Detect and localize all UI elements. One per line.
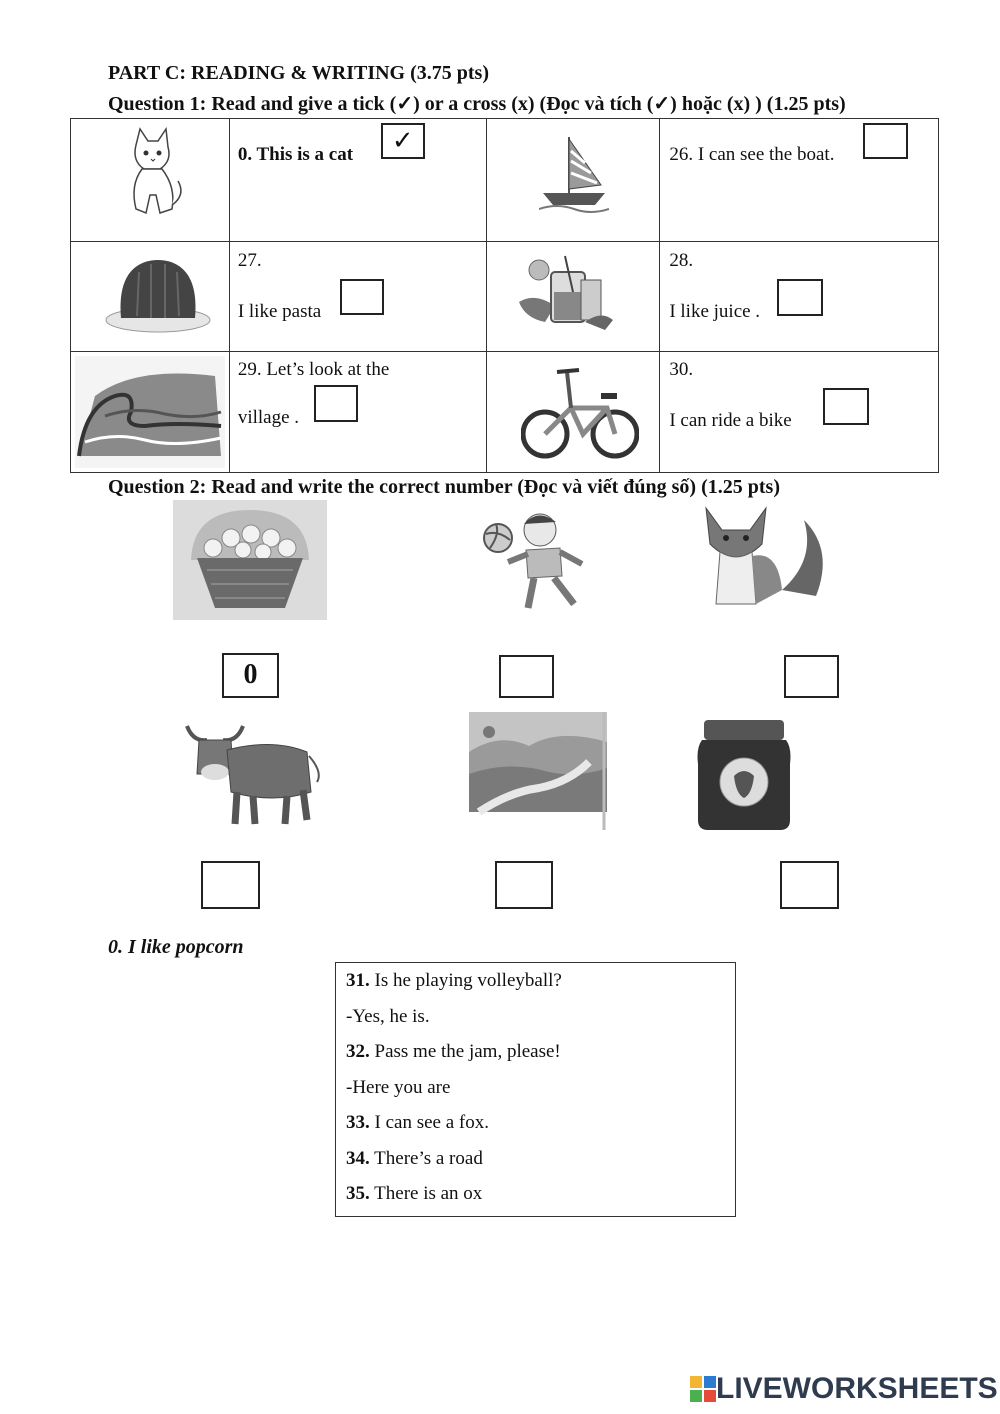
answer-box-road[interactable] (495, 861, 553, 909)
question1-table (70, 118, 939, 473)
item-30-text: I can ride a bike (669, 410, 792, 431)
cat-icon (116, 125, 186, 219)
popcorn-icon (173, 500, 327, 620)
item-27-cell (229, 242, 486, 352)
item-26-answer-box[interactable] (863, 123, 908, 159)
liveworksheets-logo (690, 1372, 998, 1406)
item-26-text: 26. I can see the boat. (669, 144, 835, 165)
jelly-picture-cell (71, 242, 230, 352)
sentence-33: 33. I can see a fox. (346, 1112, 489, 1133)
juice-picture-cell (486, 242, 660, 352)
volleyball-boy-icon (478, 504, 600, 616)
cat-picture-cell (71, 119, 230, 242)
item-28-answer-box[interactable] (777, 279, 823, 316)
answer-box-jam[interactable] (780, 861, 839, 909)
jam-jar-icon (694, 718, 794, 832)
example-text: 0. This is a cat (237, 144, 354, 165)
sentence-32-answer: -Here you are (346, 1077, 451, 1098)
boat-picture-cell (486, 119, 660, 242)
sentence-34: 34. There’s a road (346, 1148, 483, 1169)
ox-icon (183, 712, 323, 834)
item-30-cell (660, 352, 939, 473)
village-wave-icon (75, 356, 225, 468)
item-29-cell (229, 352, 486, 473)
item-29-line2: village . (237, 407, 300, 428)
answer-box-fox[interactable] (784, 655, 839, 698)
item-27-number: 27. (237, 250, 262, 271)
wave-picture-cell (71, 352, 230, 473)
item-29-answer-box[interactable] (314, 385, 358, 422)
answer-box-volleyball[interactable] (499, 655, 554, 698)
item-27-answer-box[interactable] (340, 279, 384, 315)
example-tick-box: ✓ (381, 123, 425, 159)
sentence-31: 31. Is he playing volleyball? (346, 970, 562, 991)
liveworksheets-icon (690, 1376, 716, 1402)
juice-icon (515, 252, 615, 334)
question2-heading: Question 2: Read and write the correct number (Đọc và viết đúng số) (1.25 pts) (108, 476, 780, 498)
sentence-32: 32. Pass me the jam, please! (346, 1041, 561, 1062)
example-cell (229, 119, 486, 242)
question1-heading: Question 1: Read and give a tick (✓) or a cross (x) (Đọc và tích (✓) hoặc (x) ) (1.25 pts) (108, 93, 846, 115)
bicycle-icon (521, 364, 639, 462)
item-27-text: I like pasta (237, 301, 322, 322)
item-28-cell (660, 242, 939, 352)
fox-icon (686, 500, 838, 612)
item-28-text: I like juice . (669, 301, 761, 322)
bike-picture-cell (486, 352, 660, 473)
item-30-number: 30. (669, 359, 694, 380)
road-landscape-icon (469, 712, 607, 832)
item-30-answer-box[interactable] (823, 388, 869, 425)
item-29-line1: 29. Let’s look at the (237, 359, 390, 380)
sentence-35: 35. There is an ox (346, 1183, 483, 1204)
logo-text: LIVEWORKSHEETS (716, 1372, 998, 1405)
answer-box-ox[interactable] (201, 861, 260, 909)
sentences-box (335, 962, 736, 1217)
jelly-icon (105, 252, 211, 334)
sentence-31-answer: -Yes, he is. (346, 1006, 430, 1027)
example-answer-box: 0 (222, 653, 279, 698)
example-sentence: 0. I like popcorn (108, 936, 244, 958)
item-28-number: 28. (669, 250, 694, 271)
sailboat-icon (539, 133, 609, 213)
item-26-cell (660, 119, 939, 242)
part-heading: PART C: READING & WRITING (3.75 pts) (108, 62, 489, 84)
